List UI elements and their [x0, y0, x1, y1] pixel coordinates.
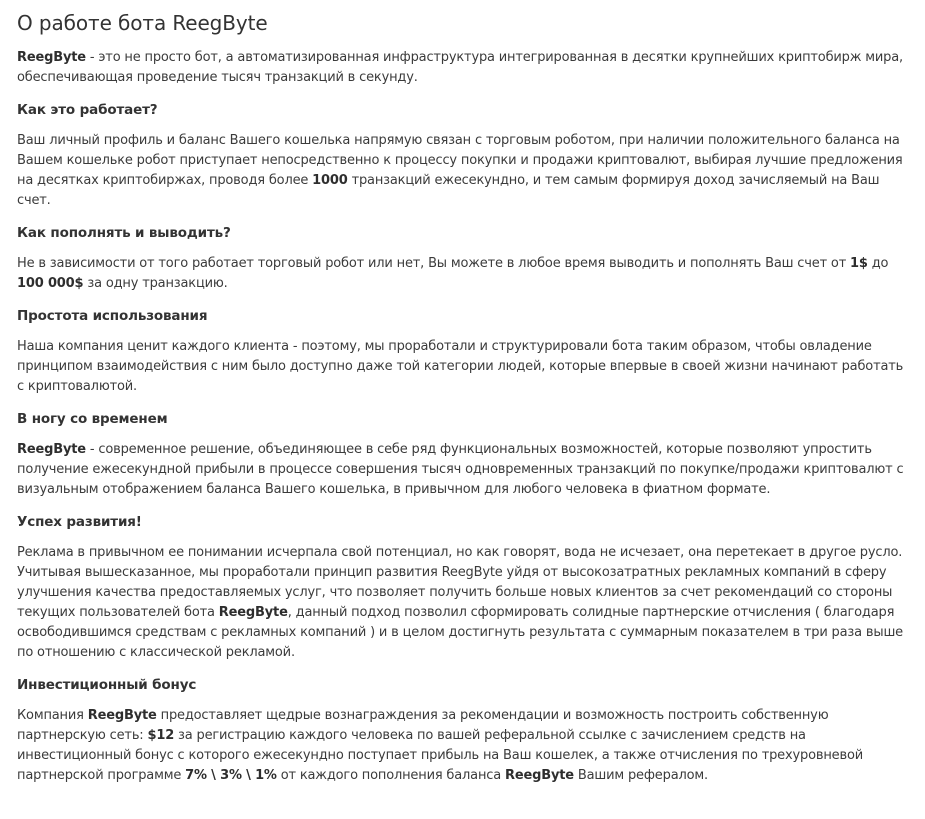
bonus-brand-1: ReegByte: [87, 708, 157, 723]
bonus-text-2: предоставляет щедрые вознаграждения за рекомендации и возможность построить собственную партнерскую сеть:: [17, 708, 829, 743]
deposit-withdraw-paragraph: [17, 254, 908, 294]
modern-heading: В ногу со временем: [17, 411, 168, 427]
success-text-1: Реклама в привычном ее понимании исчерпала свой потенциал, но как говорят, вода не исчезает, она перетекает в другое русло. Учитывая вышесказанное, мы проработали принцип развития ReegByte уйдя от высокозатратных рекламных компаний в сферу улучшения качества предоставляемых услуг, что позволяет получить больше новых клиентов за счет рекомендаций со стороны текущих пользователей бота: [17, 545, 903, 620]
bonus-amount: $12: [147, 728, 175, 743]
modern-paragraph: [17, 440, 908, 500]
bonus-text-4: от каждого пополнения баланса: [276, 768, 505, 783]
success-text-2: , данный подход позволил сформировать солидные партнерские отчисления ( благодаря освободившимся средствам с рекламных компаний ) и в целом достигнуть результата с суммарным показателем в три раза выше по отношению с классической рекламой.: [17, 605, 903, 660]
page-title: [17, 11, 908, 35]
how-it-works-heading: Как это работает?: [17, 102, 158, 118]
how-it-works-paragraph: [17, 131, 908, 211]
success-brand: ReegByte: [218, 605, 288, 620]
simplicity-heading: Простота использования: [17, 308, 208, 324]
deposit-withdraw-heading: Как пополнять и выводить?: [17, 225, 231, 241]
deposit-withdraw-text-3: за одну транзакцию.: [83, 276, 228, 291]
how-it-works-text-1: Ваш личный профиль и баланс Вашего кошелька напрямую связан с торговым роботом, при наличии положительного баланса на Вашем кошельке робот приступает непосредственно к процессу покупки и продажи криптовалют, выбирая лучшие предложения на десятках криптобиржах, проводя более: [17, 133, 903, 188]
how-it-works-highlight: 1000: [312, 173, 348, 188]
intro-text: - это не просто бот, а автоматизированная инфраструктура интегрированная в десятки крупнейших криптобирж мира, обеспечивающая проведение тысяч транзакций в секунду.: [17, 50, 903, 85]
bonus-text-5: Вашим рефералом.: [573, 768, 708, 783]
how-it-works-text-2: транзакций ежесекундно, и тем самым формируя доход зачисляемый на Ваш счет.: [17, 173, 880, 208]
deposit-withdraw-text-2: до: [867, 256, 889, 271]
bonus-text-3: за регистрацию каждого человека по вашей реферальной ссылке с зачислением средств на инвестиционный бонус с которого ежесекундно поступает прибыль на Ваш кошелек, а также отчисления по трехуровневой партнерской программе: [17, 728, 864, 783]
simplicity-paragraph: Наша компания ценит каждого клиента - поэтому, мы проработали и структурировали бота таким образом, чтобы овладение принципом взаимодействия с ним было доступно даже той категории людей, которые впервые в своей жизни начинают работать с криптовалютой.: [17, 339, 904, 394]
success-heading: Успех развития!: [17, 514, 142, 530]
deposit-min-amount: 1$: [850, 256, 868, 271]
deposit-withdraw-text-1: Не в зависимости от того работает торговый робот или нет, Вы можете в любое время выводить и пополнять Ваш счет от: [17, 256, 851, 271]
bonus-paragraph: [17, 706, 908, 786]
bonus-brand-2: ReegByte: [505, 768, 574, 783]
intro-paragraph: [17, 48, 908, 88]
intro-brand: ReegByte: [17, 50, 86, 65]
deposit-max-amount: 100 000$: [17, 276, 84, 291]
bonus-text-1: Компания: [17, 708, 88, 723]
page-title-prefix: О работе бота: [17, 11, 173, 35]
page-title-brand: ReegByte: [172, 11, 268, 35]
bonus-levels: 7% \ 3% \ 1%: [185, 768, 277, 783]
modern-brand: ReegByte: [17, 442, 86, 457]
modern-text: - современное решение, объединяющее в себе ряд функциональных возможностей, которые позволяют упростить получение ежесекундной прибыли в процессе совершения тысяч одновременных транзакций по покупке/продажи криптовалют с визуальным отображением баланса Вашего кошелька, в привычном для любого человека в фиатном формате.: [17, 442, 904, 497]
success-paragraph: [17, 543, 908, 663]
bonus-heading: Инвестиционный бонус: [17, 677, 197, 693]
